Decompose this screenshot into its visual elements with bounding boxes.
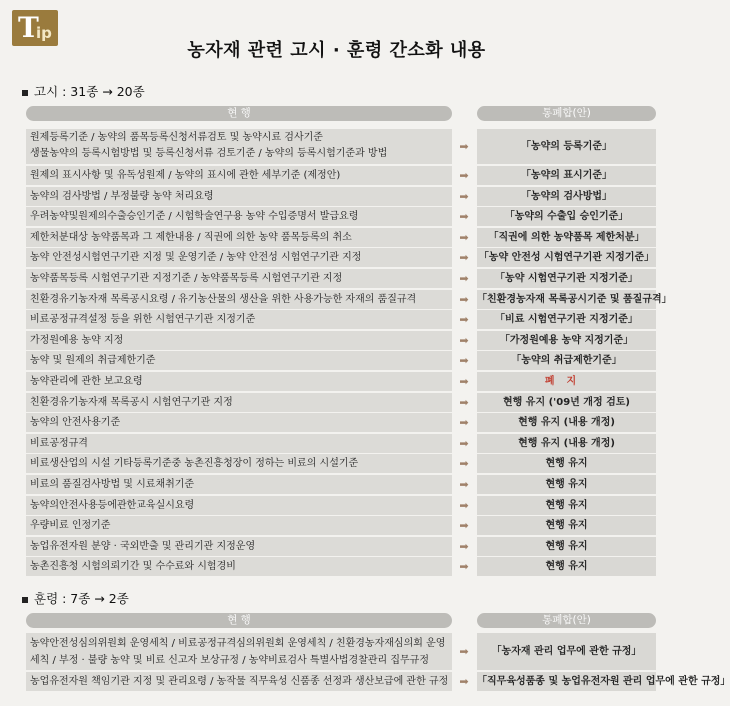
header-merged: 통폐합(안) <box>477 613 656 628</box>
page-title: 농자재 관련 고시 · 훈령 간소화 내용 <box>187 40 486 61</box>
current-item: 농약의안전사용등에관한교육실시요령 <box>26 496 452 515</box>
arrow-right-icon: ➡ <box>459 313 469 327</box>
merged-item: 현행 유지 <box>477 454 656 473</box>
arrow-right-icon: ➡ <box>459 354 469 368</box>
arrow-right-icon: ➡ <box>459 675 469 688</box>
merged-item: 현행 유지 <box>477 496 656 515</box>
merged-item: 현행 유지 <box>477 475 656 494</box>
merged-item: 「농약의 표시기준」 <box>477 166 656 185</box>
section-title-notice <box>22 82 145 100</box>
arrow-right-icon: ➡ <box>459 436 469 450</box>
arrow-right-icon: ➡ <box>459 645 469 658</box>
section-title-notice-text: 고시 : 31종 → 20종 <box>34 84 145 99</box>
arrow-right-icon: ➡ <box>459 395 469 409</box>
merged-item: 「농약의 취급제한기준」 <box>477 351 656 370</box>
current-item: 농업유전자원 분양 · 국외반출 및 관리기관 지정운영 <box>26 537 452 556</box>
merged-item: 「직무육성품종 및 농업유전자원 관리 업무에 관한 규정」 <box>477 672 656 691</box>
merged-item: 「농약 시험연구기관 지정기준」 <box>477 269 656 288</box>
current-item: 비료공정규격 <box>26 434 452 453</box>
current-item: 농약 안전성시험연구기관 지정 및 운영기준 / 농약 안전성 시험연구기관 지정 <box>26 248 452 267</box>
bullet-icon <box>22 90 28 96</box>
merged-item: 「친환경농자재 목록공시기준 및 품질규격」 <box>477 290 656 309</box>
arrow-right-icon: ➡ <box>459 230 469 244</box>
merged-item: 「농자재 관리 업무에 관한 규정」 <box>477 633 656 670</box>
current-item: 우려농약및원제의수출승인기준 / 시험학술연구용 농약 수입증명서 발급요령 <box>26 207 452 226</box>
arrow-right-icon: ➡ <box>459 560 469 574</box>
bullet-icon <box>22 597 28 603</box>
arrow-right-icon: ➡ <box>459 457 469 471</box>
current-item: 친환경유기농자재 목록공시 시험연구기관 지정 <box>26 393 452 412</box>
arrow-right-icon: ➡ <box>459 251 469 265</box>
current-item: 농약의 안전사용기준 <box>26 413 452 432</box>
current-item: 우량비료 인정기준 <box>26 516 452 535</box>
current-item: 제한처분대상 농약품목과 그 제한내용 / 직권에 의한 농약 품목등록의 취소 <box>26 228 452 247</box>
section-title-directive <box>22 589 129 607</box>
tip-badge-letter: T <box>18 11 39 44</box>
current-item: 원제의 표시사항 및 유독성원제 / 농약의 표시에 관한 세부기준 (제정안) <box>26 166 452 185</box>
header-current: 현 행 <box>26 106 452 121</box>
current-item: 농업유전자원 책임기관 지정 및 관리요령 / 농작물 직무육성 신품종 선정과 생산보급에 관한 규정 <box>26 672 452 691</box>
merged-item: 「직권에 의한 농약품목 제한처분」 <box>477 228 656 247</box>
merged-item: 「농약의 수출입 승인기준」 <box>477 207 656 226</box>
current-item: 비료의 품질검사방법 및 시료채취기준 <box>26 475 452 494</box>
arrow-right-icon: ➡ <box>459 292 469 306</box>
merged-item: 「농약 안전성 시험연구기관 지정기준」 <box>477 248 656 267</box>
arrow-right-icon: ➡ <box>459 169 469 182</box>
arrow-right-icon: ➡ <box>459 333 469 347</box>
merged-item: 「가정원예용 농약 지정기준」 <box>477 331 656 350</box>
arrow-right-icon: ➡ <box>459 519 469 533</box>
current-item: 농약안전성심의위원회 운영세칙 / 비료공정규격심의위원회 운영세칙 / 친환경농자재심의회 운영세칙 / 부정 · 불량 농약 및 비료 신고자 보상규정 / 농약비료검사 특별사법경찰관리 집무규정 <box>26 633 452 670</box>
tip-badge-suffix: ip <box>36 24 52 42</box>
arrow-right-icon: ➡ <box>459 140 469 153</box>
merged-item: 폐지 <box>477 372 656 391</box>
merged-item: 「비료 시험연구기관 지정기준」 <box>477 310 656 329</box>
header-current: 현 행 <box>26 613 452 628</box>
merged-item: 현행 유지 <box>477 557 656 576</box>
current-item: 원제등록기준 / 농약의 품목등록신청서류검토 및 농약시료 검사기준 생물농약의 등록시험방법 및 등록신청서류 검토기준 / 농약의 등록시험기준과 방법 <box>26 129 452 164</box>
arrow-right-icon: ➡ <box>459 271 469 285</box>
current-item: 농약관리에 관한 보고요령 <box>26 372 452 391</box>
merged-item: 현행 유지 <box>477 537 656 556</box>
current-item: 농약품목등록 시험연구기관 지정기준 / 농약품목등록 시험연구기관 지정 <box>26 269 452 288</box>
arrow-right-icon: ➡ <box>459 189 469 203</box>
current-item: 친환경유기농자재 목록공시요령 / 유기농산물의 생산을 위한 사용가능한 자재의 품질규격 <box>26 290 452 309</box>
arrow-right-icon: ➡ <box>459 498 469 512</box>
section-title-directive-text: 훈령 : 7종 → 2종 <box>34 591 129 606</box>
merged-item: 현행 유지 <box>477 516 656 535</box>
current-item: 농약 및 원제의 취급제한기준 <box>26 351 452 370</box>
merged-item: 현행 유지 ('09년 개정 검토) <box>477 393 656 412</box>
merged-item: 「농약의 등록기준」 <box>477 129 656 164</box>
merged-item: 「농약의 검사방법」 <box>477 187 656 206</box>
arrow-right-icon: ➡ <box>459 210 469 224</box>
current-item: 비료생산업의 시설 기타등록기준중 농촌진흥청장이 정하는 비료의 시설기준 <box>26 454 452 473</box>
arrow-right-icon: ➡ <box>459 416 469 430</box>
arrow-right-icon: ➡ <box>459 477 469 491</box>
merged-item: 현행 유지 (내용 개정) <box>477 413 656 432</box>
current-item: 가정원예용 농약 지정 <box>26 331 452 350</box>
arrow-right-icon: ➡ <box>459 374 469 388</box>
current-item: 농약의 검사방법 / 부정불량 농약 처리요령 <box>26 187 452 206</box>
header-merged: 통폐합(안) <box>477 106 656 121</box>
merged-item: 현행 유지 (내용 개정) <box>477 434 656 453</box>
current-item: 농촌진흥청 시험의뢰기간 및 수수료와 시험경비 <box>26 557 452 576</box>
arrow-right-icon: ➡ <box>459 539 469 553</box>
current-item: 비료공정규격설정 등을 위한 시험연구기관 지정기준 <box>26 310 452 329</box>
